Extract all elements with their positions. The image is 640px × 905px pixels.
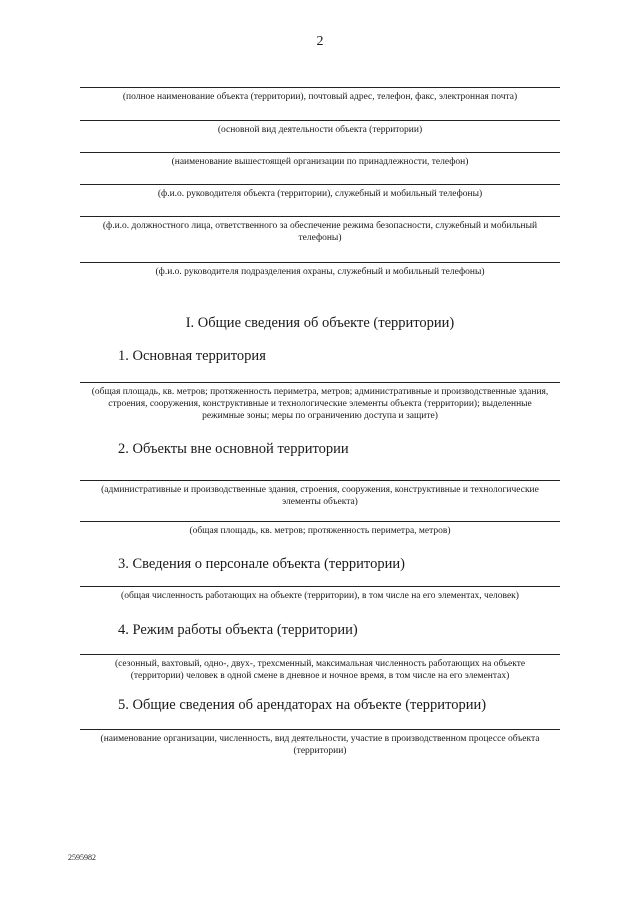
page-number: 2 — [316, 34, 324, 49]
field-caption: (ф.и.о. руководителя объекта (территории), служебный и мобильный телефоны) — [157, 189, 483, 199]
field-outside-area — [80, 521, 560, 537]
field-object-name — [80, 87, 560, 103]
field-caption: (сезонный, вахтовый, одно-, двух-, трехсменный, максимальная численность работающих на объекте (территории) человек в одной смене в дневное и ночное время, в том числе на его элементах) — [114, 659, 526, 681]
subsection-title-personnel: 3. Сведения о персонале объекта (территории) — [118, 556, 405, 572]
field-work-mode — [80, 654, 560, 682]
blank-line[interactable] — [80, 480, 560, 481]
field-guard-head — [80, 262, 560, 278]
blank-line[interactable] — [80, 382, 560, 383]
field-caption: (наименование вышестоящей организации по принадлежности, телефон) — [171, 157, 469, 167]
document-code: 2595982 — [68, 853, 96, 862]
blank-line[interactable] — [80, 262, 560, 263]
blank-line[interactable] — [80, 654, 560, 655]
field-security-officer — [80, 216, 560, 244]
section-title: I. Общие сведения об объекте (территории) — [185, 315, 455, 331]
blank-line[interactable] — [80, 729, 560, 730]
field-caption: (наименование организации, численность, вид деятельности, участие в производственном процессе объекта (территории) — [100, 734, 540, 756]
subsection-title-tenants: 5. Общие сведения об арендаторах на объекте (территории) — [118, 697, 487, 713]
blank-line[interactable] — [80, 586, 560, 587]
subsection-title-work-mode: 4. Режим работы объекта (территории) — [118, 622, 358, 638]
blank-line[interactable] — [80, 120, 560, 121]
field-caption: (ф.и.о. должностного лица, ответственного за обеспечение режима безопасности, служебный и мобильный телефоны) — [102, 221, 538, 243]
subsection-title-outside-objects: 2. Объекты вне основной территории — [118, 441, 349, 457]
field-outside-buildings — [80, 480, 560, 508]
blank-line[interactable] — [80, 521, 560, 522]
field-caption: (общая площадь, кв. метров; протяженность периметра, метров; административные и производственные здания, строения, сооружения, конструктивные и технологические элементы объекта (территории); выделенные режимные зоны; меры по ограничению доступа и защите) — [91, 387, 549, 421]
field-caption: (полное наименование объекта (территории), почтовый адрес, телефон, факс, электронная почта) — [122, 92, 518, 102]
field-caption: (основной вид деятельности объекта (территории) — [217, 125, 423, 135]
field-personnel — [80, 586, 560, 602]
subsection-title-main-territory: 1. Основная территория — [118, 348, 266, 364]
field-object-head — [80, 184, 560, 200]
field-main-territory — [80, 382, 560, 422]
field-caption: (общая площадь, кв. метров; протяженность периметра, метров) — [189, 526, 451, 536]
blank-line[interactable] — [80, 184, 560, 185]
field-caption: (общая численность работающих на объекте (территории), в том числе на его элементах, человек) — [121, 591, 519, 601]
blank-line[interactable] — [80, 152, 560, 153]
blank-line[interactable] — [80, 216, 560, 217]
field-caption: (ф.и.о. руководителя подразделения охраны, служебный и мобильный телефоны) — [155, 267, 485, 277]
field-caption: (административные и производственные здания, строения, сооружения, конструктивные и технологические элементы объекта) — [101, 485, 539, 507]
blank-line[interactable] — [80, 87, 560, 88]
field-activity — [80, 120, 560, 136]
field-parent-organization — [80, 152, 560, 168]
field-tenants — [80, 729, 560, 757]
